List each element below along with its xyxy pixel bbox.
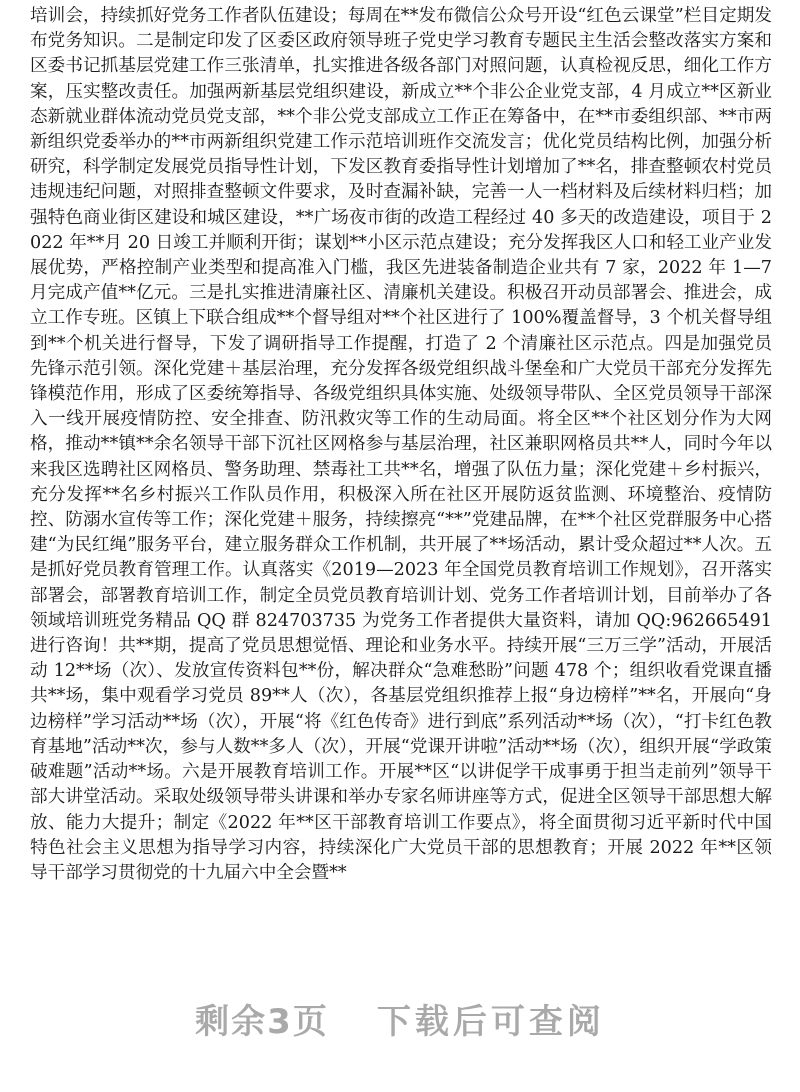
download-banner[interactable] — [0, 988, 800, 1048]
download-to-view-label: 下载后可查阅 — [376, 1001, 605, 1042]
remaining-pages-label: 剩余3页 — [195, 1001, 329, 1042]
document-body-text — [30, 4, 772, 886]
body-paragraph: 培训会，持续抓好党务工作者队伍建设；每周在**发布微信公众号开设“红色云课堂”栏目定期发布党务知识。二是制定印发了区委区政府领导班子党史学习教育专题民主生活会整改落实方案和区委书记抓基层党建工作三张清单，扎实推进各级各部门对照问题，认真检视反思，细化工作方案，压实整改责任。加强两新基层党组织建设，新成立**个非公企业党支部，4 月成立**区新业态新就业群体流动党员党支部，**个非公党支部成立工作正在筹备中，在**市委组织部、**市两新组织党委举办的**市两新组织党建工作示范培训班作交流发言；优化党员结构比例，加强分析研究，科学制定发展党员指导性计划，下发区教育委指导性计划增加了**名，排查整顿农村党员违规违纪问题，对照排查整顿文件要求，及时查漏补缺，完善一人一档材料及后续材料归档；加强特色商业街区建设和城区建设，**广场夜市街的改造工程经过 40 多天的改造建设，项目于 2022 年**月 20 日竣工并顺利开街；谋划**小区示范点建设；充分发挥我区人口和轻工业产业发展优势，严格控制产业类型和提高准入门槛，我区先进装备制造企业共有 7 家，2022 年 1—7 月完成产值**亿元。三是扎实推进清廉社区、清廉机关建设。积极召开动员部署会、推进会，成立工作专班。区镇上下联合组成**个督导组对**个社区进行了 100%覆盖督导，3 个机关督导组到**个机关进行督导，下发了调研指导工作提醒，打造了 2 个清廉社区示范点。四是加强党员先锋示范引领。深化党建＋基层治理，充分发挥各级党组织战斗堡垒和广大党员干部充分发挥先锋模范作用，形成了区委统筹指导、各级党组织具体实施、处级领导带队、全区党员领导干部深入一线开展疫情防控、安全排查、防汛救灾等工作的生动局面。将全区**个社区划分作为大网格，推动**镇**余名领导干部下沉社区网格参与基层治理，社区兼职网格员共**人，同时今年以来我区选聘社区网格员、警务助理、禁毒社工共**名，增强了队伍力量；深化党建＋乡村振兴，充分发挥**名乡村振兴工作队员作用，积极深入所在社区开展防返贫监测、环境整治、疫情防控、防溺水宣传等工作；深化党建＋服务，持续擦亮“**”党建品牌，在**个社区党群服务中心搭建“为民红绳”服务平台，建立服务群众工作机制，共开展了**场活动，累计受众超过**人次。五是抓好党员教育管理工作。认真落实《2019—2023 年全国党员教育培训工作规划》，召开落实部署会，部署教育培训工作，制定全员党员教育培训计划、党务工作者培训计划，目前举办了各领域培训班党务精品 QQ 群 824703735 为党务工作者提供大量资料，请加 QQ:962665491 进行咨询！共**期，提高了党员思想觉悟、理论和业务水平。持续开展“三万三学”活动，开展活动 12**场（次）、发放宣传资料包**份，解决群众“急难愁盼”问题 478 个；组织收看党课直播共**场，集中观看学习党员 89**人（次），各基层党组织推荐上报“身边榜样”**名，开展向“身边榜样”学习活动**场（次），开展“将《红色传奇》进行到底”系列活动**场（次），“打卡红色教育基地”活动**次，参与人数**多人（次），开展“党课开讲啦”活动**场（次），组织开展“学政策破难题”活动**场。六是开展教育培训工作。开展**区“以讲促学干成事勇于担当走前列”领导干部大讲堂活动。采取处级领导带头讲课和举办专家名师讲座等方式，促进全区领导干部思想大解放、能力大提升；制定《2022 年**区干部教育培训工作要点》，将全面贯彻习近平新时代中国特色社会主义思想为指导学习内容，持续深化广大党员干部的思想教育；开展 2022 年**区领导干部学习贯彻党的十九届六中全会暨** — [30, 6, 772, 883]
